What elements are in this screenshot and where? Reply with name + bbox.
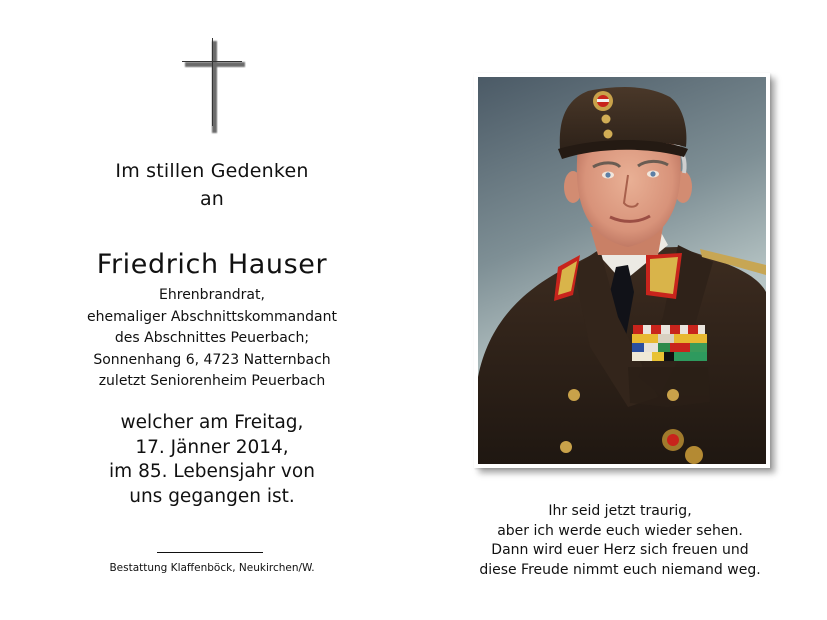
bio-line: des Abschnittes Peuerbach; bbox=[114, 330, 310, 346]
death-notice bbox=[62, 411, 362, 509]
quote-line: Ihr seid jetzt traurig, bbox=[548, 503, 692, 519]
deceased-name: Friedrich Hauser bbox=[96, 249, 328, 280]
quote-line: aber ich werde euch wieder sehen. bbox=[497, 522, 743, 539]
death-line: 17. Jänner 2014, bbox=[135, 436, 289, 458]
heading-in-memory: Im stillen Gedenken bbox=[115, 160, 309, 182]
bio-line: ehemaliger Abschnittskommandant bbox=[87, 308, 337, 325]
death-line: uns gegangen ist. bbox=[129, 485, 295, 507]
portrait-photo bbox=[478, 77, 766, 464]
bio-line: Sonnenhang 6, 4723 Natternbach bbox=[93, 351, 331, 368]
quote-line: Dann wird euer Herz sich freuen und bbox=[491, 542, 749, 558]
death-line: welcher am Freitag, bbox=[120, 412, 304, 433]
death-line: im 85. Lebensjahr von bbox=[109, 461, 315, 482]
portrait-frame bbox=[474, 73, 770, 468]
heading-an: an bbox=[199, 188, 225, 210]
cross-icon bbox=[182, 36, 246, 136]
bio-line: Ehrenbrandrat, bbox=[159, 287, 265, 303]
quote-line: diese Freude nimmt euch niemand weg. bbox=[479, 561, 761, 578]
ribbon-bar bbox=[632, 325, 707, 361]
biography bbox=[52, 285, 372, 393]
memorial-quote bbox=[462, 502, 778, 580]
bio-line: zuletzt Seniorenheim Peuerbach bbox=[98, 373, 326, 389]
undertaker-credit: Bestattung Klaffenböck, Neukirchen/W. bbox=[109, 562, 315, 574]
divider bbox=[157, 552, 263, 553]
